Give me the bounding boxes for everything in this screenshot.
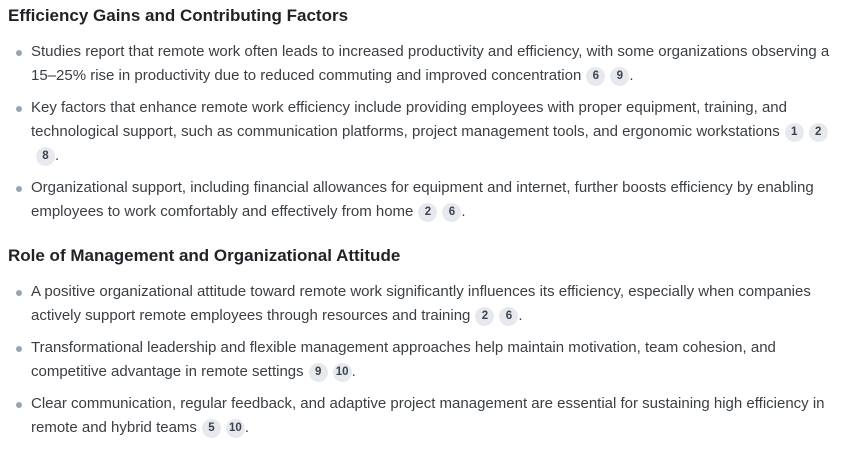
section-heading-efficiency: Efficiency Gains and Contributing Factors bbox=[8, 6, 349, 25]
citation-badge[interactable]: 10 bbox=[226, 419, 245, 438]
list-item-text: Clear communication, regular feedback, and adaptive project management are essential for sustaining high efficiency in remote and hybrid teams bbox=[31, 395, 825, 436]
list-item-text: Key factors that enhance remote work efficiency include providing employees with proper equipment, training, and technological support, such as communication platforms, project management tools, and ergonomic workstations bbox=[31, 99, 787, 140]
bullet-list-management bbox=[8, 280, 854, 440]
list-item-text: Transformational leadership and flexible management approaches help maintain motivation, team cohesion, and competitive advantage in remote settings bbox=[31, 339, 776, 380]
citation-badge[interactable]: 8 bbox=[36, 147, 55, 166]
citation-badge[interactable]: 9 bbox=[309, 363, 328, 382]
list-item bbox=[8, 96, 854, 168]
sentence-period: . bbox=[351, 363, 356, 380]
sentence-period: . bbox=[518, 307, 523, 324]
citation-badge[interactable]: 1 bbox=[785, 123, 804, 142]
list-item bbox=[8, 176, 854, 224]
list-item-text: Organizational support, including financial allowances for equipment and internet, further boosts efficiency by enabling employees to work comfortably and effectively from home bbox=[31, 179, 814, 220]
citation-badge[interactable]: 5 bbox=[202, 419, 221, 438]
citation-badge[interactable]: 6 bbox=[442, 203, 461, 222]
sentence-period: . bbox=[244, 419, 250, 436]
citation-badge[interactable]: 2 bbox=[809, 123, 828, 142]
citation-badge[interactable]: 9 bbox=[610, 67, 629, 86]
citation-badge[interactable]: 10 bbox=[333, 363, 352, 382]
list-item-text: Studies report that remote work often leads to increased productivity and efficiency, with some organizations observing a 15–25% rise in productivity due to reduced commuting and improved concentration bbox=[31, 43, 830, 84]
list-item bbox=[8, 280, 854, 328]
section-heading-management: Role of Management and Organizational Attitude bbox=[8, 246, 401, 265]
list-item bbox=[8, 40, 854, 88]
citation-badge[interactable]: 2 bbox=[418, 203, 437, 222]
citation-badge[interactable]: 6 bbox=[499, 307, 518, 326]
bullet-list-efficiency bbox=[8, 40, 854, 224]
list-item bbox=[8, 392, 854, 440]
list-item-text: A positive organizational attitude toward remote work significantly influences its efficiency, especially when companies actively support remote employees through resources and training bbox=[31, 283, 811, 324]
sentence-period: . bbox=[629, 67, 634, 84]
list-item bbox=[8, 336, 854, 384]
sentence-period: . bbox=[461, 203, 466, 220]
citation-badge[interactable]: 6 bbox=[586, 67, 605, 86]
citation-badge[interactable]: 2 bbox=[475, 307, 494, 326]
sentence-period: . bbox=[55, 147, 60, 164]
